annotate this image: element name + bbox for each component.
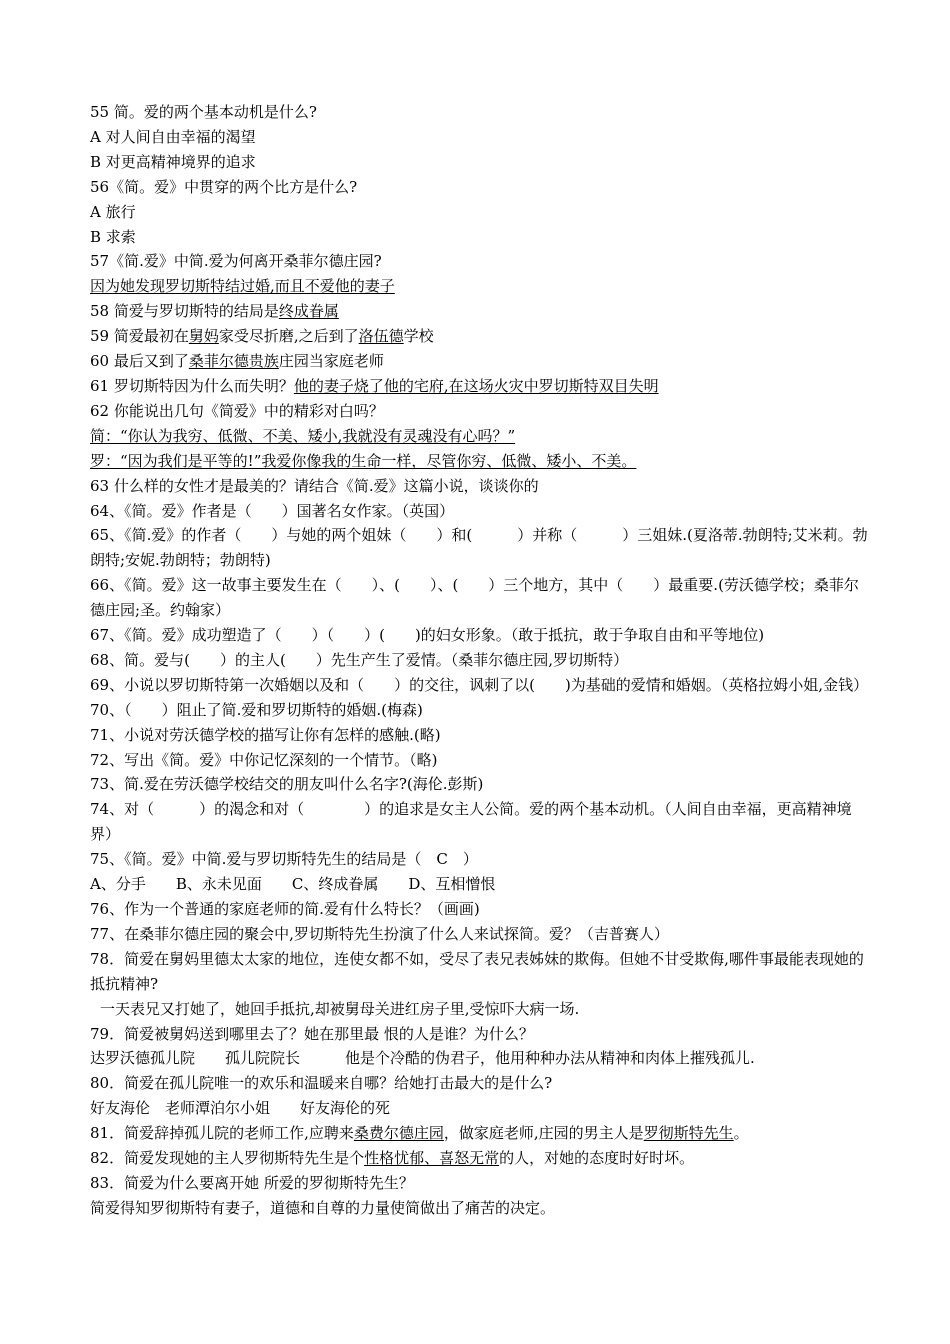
line-78: 78．简爱在舅妈里德太太家的地位，连使女都不如，受尽了表兄表姊妹的欺侮。但她不甘受欺侮,哪件事最能表现她的抵抗精神? <box>90 949 864 993</box>
underlined-answer: 因为她发现罗切斯特结过婚,而且不爱他的妻子 <box>90 277 395 296</box>
line-75: 75、《简。爱》中简.爱与罗切斯特先生的结局是（ C ） <box>90 850 478 869</box>
dialogue-rochester: 罗：“因为我们是平等的!”我爱你像我的生命一样，尽管你穷、低微、矮小、不美。 <box>90 451 637 470</box>
line-70: 70、（ ）阻止了简.爱和罗切斯特的婚姻.(梅森) <box>90 700 423 719</box>
line-73: 73、简.爱在劳沃德学校结交的朋友叫什么名字?(海伦.彭斯) <box>90 775 484 794</box>
answer-78: 一天表兄又打她了，她回手抵抗,却被舅母关进红房子里,受惊吓大病一场. <box>100 999 580 1018</box>
line-76: 76、作为一个普通的家庭老师的简.爱有什么特长？（画画) <box>90 900 480 918</box>
line-63: 63 什么样的女性才是最美的？请结合《简.爱》这篇小说，谈谈你的 <box>90 476 539 495</box>
line-69: 69、小说以罗切斯特第一次婚姻以及和（ ）的交往，讽刺了以( )为基础的爱情和婚姻。（英格拉姆小姐,金钱） <box>90 675 869 694</box>
answer-55a: A 对人间自由幸福的渴望 <box>90 127 256 146</box>
underlined-answer: 洛伍德 <box>358 327 404 346</box>
line-68: 68、简。爱与( ）的主人( ）先生产生了爱情。（桑菲尔德庄园,罗切斯特） <box>90 650 629 669</box>
underlined-answer: 桑费尔德庄园 <box>353 1124 444 1143</box>
line-56: 56《简。爱》中贯穿的两个比方是什么? <box>90 177 358 196</box>
line-62: 62 你能说出几句《简爱》中的精彩对白吗？ <box>90 401 384 420</box>
underlined-answer: 桑菲尔德贵族 <box>188 352 279 371</box>
answer-80: 好友海伦 老师潭泊尔小姐 好友海伦的死 <box>90 1099 391 1118</box>
answer-55b: B 对更高精神境界的追求 <box>90 152 256 171</box>
line-79: 79．简爱被舅妈送到哪里去了？她在那里最 恨的人是谁？为什么？ <box>90 1024 534 1043</box>
line-55: 55 简。爱的两个基本动机是什么? <box>90 103 317 121</box>
answer-57 <box>90 274 870 299</box>
underlined-answer: 罗彻斯特先生 <box>643 1124 734 1143</box>
line-66: 66、《简。爱》这一故事主要发生在（ ）、( ）、( ）三个地方，其中（ ）最重要.(劳沃德学校；桑菲尔德庄园;圣。约翰家） <box>90 576 859 620</box>
line-58: 58 简爱与罗切斯特的结局是终成眷属 <box>90 302 339 321</box>
options-75: A、分手 B、永未见面 C、终成眷属 D、互相憎恨 <box>90 875 496 894</box>
line-57: 57《简.爱》中简.爱为何离开桑菲尔德庄园? <box>90 252 382 271</box>
line-81: 81．简爱辞掉孤儿院的老师工作,应聘来桑费尔德庄园，做家庭老师,庄园的男主人是罗彻斯特先生。 <box>90 1124 749 1143</box>
dialogue-jane: 简：“你认为我穷、低微、不美、矮小,我就没有灵魂没有心吗？” <box>90 426 516 445</box>
document-page <box>90 100 870 1221</box>
answer-56a: A 旅行 <box>90 202 136 221</box>
line-64: 64、《简。爱》作者是（ ）国著名女作家。（英国） <box>90 501 455 520</box>
line-60: 60 最后又到了桑菲尔德贵族庄园当家庭老师 <box>90 352 384 371</box>
line-71: 71、小说对劳沃德学校的描写让你有怎样的感触.(略) <box>90 725 441 744</box>
underlined-answer: 他的妻子烧了他的宅府,在这场火灾中罗切斯特双目失明 <box>293 376 659 395</box>
line-67: 67、《简。爱》成功塑造了（ ）（ ）( )的妇女形象。（敢于抵抗，敢于争取自由和平等地位) <box>90 626 765 645</box>
answer-79: 达罗沃德孤儿院 孤儿院院长 他是个冷酷的伪君子，他用种种办法从精神和肉体上摧残孤儿. <box>90 1049 755 1068</box>
line-83: 83．简爱为什么要离开她 所爱的罗彻斯特先生？ <box>90 1173 414 1192</box>
underlined-answer: 终成眷属 <box>278 302 339 321</box>
line-72: 72、写出《简。爱》中你记忆深刻的一个情节。（略) <box>90 750 438 769</box>
line-65: 65、《简.爱》的作者（ ）与她的两个姐妹（ ）和( ）并称（ ）三姐妹.(夏洛蒂.勃朗特;艾米莉。勃朗特;安妮.勃朗特；勃朗特) <box>90 526 868 570</box>
answer-83: 简爱得知罗彻斯特有妻子，道德和自尊的力量使简做出了痛苦的决定。 <box>90 1198 556 1217</box>
line-61: 61 罗切斯特因为什么而失明？他的妻子烧了他的宅府,在这场火灾中罗切斯特双目失明 <box>90 376 659 395</box>
line-80: 80．简爱在孤儿院唯一的欢乐和温暖来自哪？给她打击最大的是什么? <box>90 1074 553 1093</box>
line-59: 59 简爱最初在舅妈家受尽折磨,之后到了洛伍德学校 <box>90 327 434 346</box>
line-77: 77、在桑菲尔德庄园的聚会中,罗切斯特先生扮演了什么人来试探简。爱？（吉普赛人） <box>90 924 669 943</box>
underlined-answer: 舅妈 <box>188 327 219 346</box>
line-74: 74、对（ ）的渴念和对（ ）的追求是女主人公简。爱的两个基本动机。（人间自由幸福，更高精神境界） <box>90 800 852 844</box>
underlined-answer: 性格忧郁、喜怒无常 <box>364 1149 500 1168</box>
answer-56b: B 求索 <box>90 227 136 246</box>
line-82: 82．简爱发现她的主人罗彻斯特先生是个性格忧郁、喜怒无常的人，对她的态度时好时坏。 <box>90 1149 695 1168</box>
